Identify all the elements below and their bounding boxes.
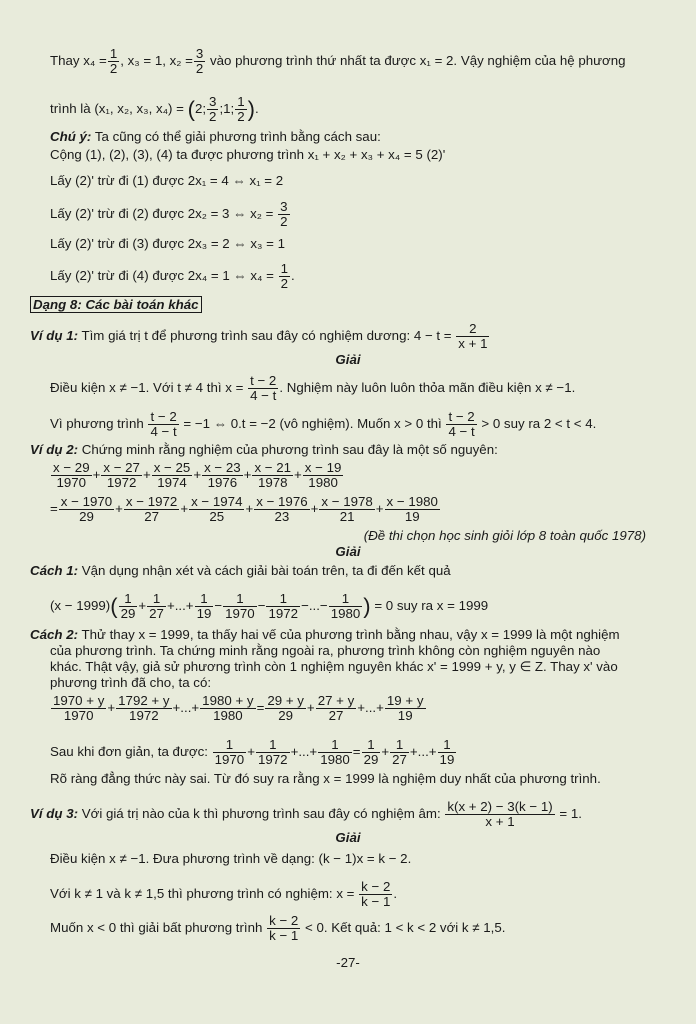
line-substitute: Thay x₄ = $\frac{1}{2}$ , x₃ = 1, x₂ = $\frac{3}{2}$ vào phương trình thứ nhất ta được x₁ = 2. Vậy nghiệm của hệ phương xyxy=(50,46,626,76)
condition-line-3: Điều kiện x ≠ −1. Đưa phương trình về dạng: (k − 1)x = k − 2. xyxy=(50,851,412,866)
note-line: Chú ý: Ta cũng có thể giải phương trình bằng cách sau: xyxy=(50,129,381,144)
solution-heading-1: Giải xyxy=(335,352,361,367)
example-2: Ví dụ 2: Chứng minh rằng nghiệm của phương trình sau đây là một số nguyên: xyxy=(30,442,498,457)
substituted-equation: $\frac{1970 + y}{1970}$ + $\frac{1792 + y}{1972}$ +...+ $\frac{1980 + y}{1980}$ = $\frac{29 + y}{29}$ + $\frac{27 + y}{27}$ +...+ $\frac{19 + y}{19}$ xyxy=(53,693,424,723)
page-number: -27- xyxy=(336,955,360,970)
simplified-line: Sau khi đơn giản, ta được: $\frac{1}{1970}$ + $\frac{1}{1972}$ +...+ $\frac{1}{1980}$ = $\frac{1}{29}$ + $\frac{1}{27}$ +...+ $\frac{1}{19}$ xyxy=(50,737,455,767)
solution-heading-2: Giải xyxy=(335,544,361,559)
method-1-equation: (x − 1999)( $\frac{1}{29}$ + $\frac{1}{27}$ +...+ $\frac{1}{19}$ − $\frac{1}{1970}$ − $\frac{1}{1972}$ −...− $\frac{1}{1980}$ ) = 0 suy ra x = 1999 xyxy=(50,591,489,621)
inequality-line: Muốn x < 0 thì giải bất phương trình $\frac{k - 2}{k - 1}$ < 0. Kết quả: 1 < k < 2 với k ≠ 1,5. xyxy=(50,913,506,943)
example-3: Ví dụ 3: Với giá trị nào của k thì phương trình sau đây có nghiệm âm: $\frac{k(x + 2) - 3(k - 1)}{x + 1}$ = 1. xyxy=(30,799,582,829)
method-2-line-1: Cách 2: Thử thay x = 1999, ta thấy hai vế của phương trình bằng nhau, vậy x = 1999 là một nghiệm xyxy=(30,627,620,642)
subtract-line-4: Lấy (2)' trừ đi (4) được 2x₄ = 1 ⇔ x₄ = $\frac{1}{2}$ . xyxy=(50,261,295,291)
method-1: Cách 1: Vận dụng nhận xét và cách giải bài toán trên, ta đi đến kết quả xyxy=(30,563,451,578)
condition-line-1: Điều kiện x ≠ −1. Với t ≠ 4 thì x = $\frac{t - 2}{4 - t}$ . Nghiệm này luôn luôn thỏa mãn điều kiện x ≠ −1. xyxy=(50,373,576,403)
subtract-line-1: Lấy (2)' trừ đi (1) được 2x₁ = 4 ⇔ x₁ = 2 xyxy=(50,173,284,188)
equation-rhs: = $\frac{x - 1970}{29}$ + $\frac{x - 1972}{27}$ + $\frac{x - 1974}{25}$ + $\frac{x - 1976}{23}$ + $\frac{x - 1978}{21}$ + $\frac{x - 1980}{19}$ xyxy=(50,494,438,524)
reason-line-1: Vì phương trình $\frac{t - 2}{4 - t}$ = −1 ⇔ 0.t = −2 (vô nghiệm). Muốn x > 0 thì $\frac{t - 2}{4 - t}$ > 0 suy ra 2 < t < 4. xyxy=(50,409,597,439)
equation-lhs: $\frac{x - 29}{1970}$ + $\frac{x - 27}{1972}$ + $\frac{x - 25}{1974}$ + $\frac{x - 23}{1976}$ + $\frac{x - 21}{1978}$ + $\frac{x - 19}{1980}$ xyxy=(53,460,342,490)
subtract-line-3: Lấy (2)' trừ đi (3) được 2x₃ = 2 ⇔ x₃ = 1 xyxy=(50,236,285,251)
method-2-line-4: phương trình đã cho, ta có: xyxy=(50,675,212,690)
subtract-line-2: Lấy (2)' trừ đi (2) được 2x₂ = 3 ⇔ x₂ = $\frac{3}{2}$ xyxy=(50,199,288,229)
sum-line: Cộng (1), (2), (3), (4) ta được phương trình x₁ + x₂ + x₃ + x₄ = 5 (2)' xyxy=(50,147,446,162)
solution-heading-3: Giải xyxy=(335,830,361,845)
conclusion-line: Rõ ràng đẳng thức này sai. Từ đó suy ra rằng x = 1999 là nghiệm duy nhất của phương trình. xyxy=(50,771,601,786)
line-solution: trình là (x₁, x₂, x₃, x₄) = (2; $\frac{3}{2}$ ;1; $\frac{1}{2}$ ). xyxy=(50,94,259,124)
source-note: (Đề thi chọn học sinh giỏi lớp 8 toàn quốc 1978) xyxy=(363,528,646,543)
method-2-line-3: khác. Thật vậy, giả sử phương trình còn 1 nghiệm nguyên khác x' = 1999 + y, y ∈ Z. Thay x' vào xyxy=(50,659,618,674)
method-2-line-2: của phương trình. Ta chứng minh rằng ngoài ra, phương trình không còn nghiệm nguyên nào xyxy=(50,643,601,658)
case-line: Với k ≠ 1 và k ≠ 1,5 thì phương trình có nghiệm: x = $\frac{k - 2}{k - 1}$ . xyxy=(50,879,398,909)
example-1: Ví dụ 1: Tìm giá trị t để phương trình sau đây có nghiệm dương: 4 − t = $\frac{2}{x + 1}$ xyxy=(30,321,488,351)
section-heading: Dạng 8: Các bài toán khác xyxy=(30,297,202,313)
